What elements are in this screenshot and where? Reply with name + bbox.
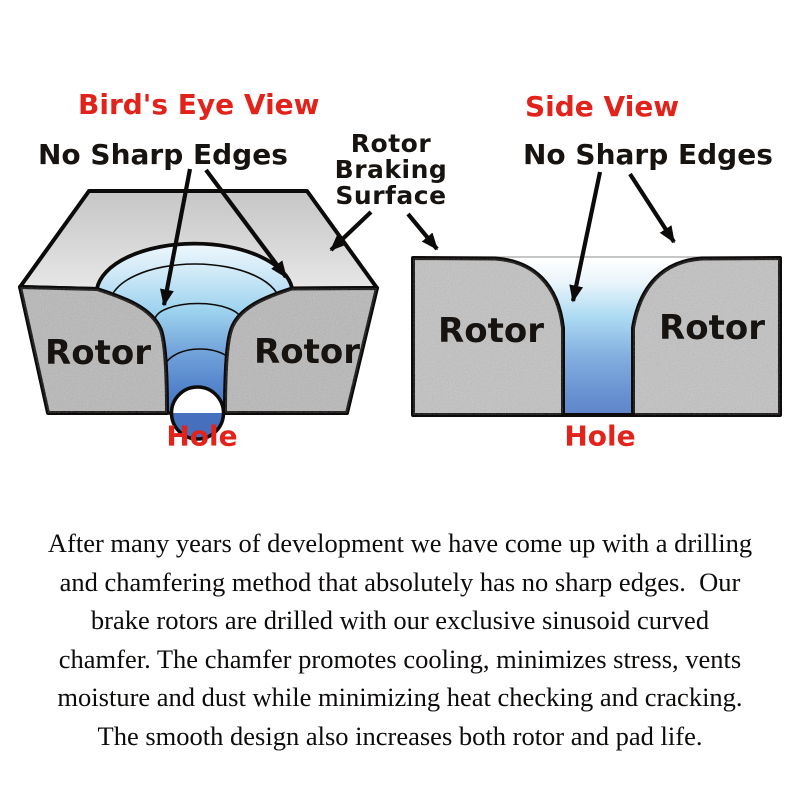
sideview-no-sharp-edges-label: No Sharp Edges <box>523 138 773 171</box>
sideview-rotor-label-left: Rotor <box>438 311 544 352</box>
birdseye-hole-label: Hole <box>166 419 238 453</box>
sideview-rotor-label-right: Rotor <box>659 308 765 349</box>
paragraph-line-6: The smooth design also increases both rotor and pad life. <box>97 720 703 751</box>
birdseye-no-sharp-edges-label: No Sharp Edges <box>38 138 288 171</box>
birdseye-rotor-label-left: Rotor <box>45 333 151 374</box>
sideview-hole-label: Hole <box>564 419 636 453</box>
paragraph-line-1: After many years of development we have come up with a drilling <box>47 528 753 558</box>
paragraph-line-5: moisture and dust while minimizing heat checking and cracking. <box>57 682 743 712</box>
description-paragraph <box>0 524 800 755</box>
rotor-braking-surface-line3: Surface <box>335 181 447 210</box>
sideview-title: Side View <box>525 90 680 123</box>
birdseye-diagram <box>15 191 383 439</box>
paragraph-line-3: brake rotors are drilled with our exclusive sinusoid curved <box>90 605 710 635</box>
paragraph-line-4: chamfer. The chamfer promotes cooling, minimizes stress, vents <box>58 643 742 674</box>
arrow-braking-surface-right <box>408 214 437 249</box>
arrow-sideview-chamfer-right <box>630 174 674 242</box>
rotor-braking-surface-line2: Braking <box>334 155 448 184</box>
paragraph-line-2: and chamfering method that absolutely has no sharp edges. Our <box>59 566 741 597</box>
rotor-braking-surface-line1: Rotor <box>350 129 432 158</box>
birdseye-title: Bird's Eye View <box>78 88 320 121</box>
rotor-braking-surface-label <box>335 131 448 209</box>
birdseye-rotor-label-right: Rotor <box>254 332 360 373</box>
